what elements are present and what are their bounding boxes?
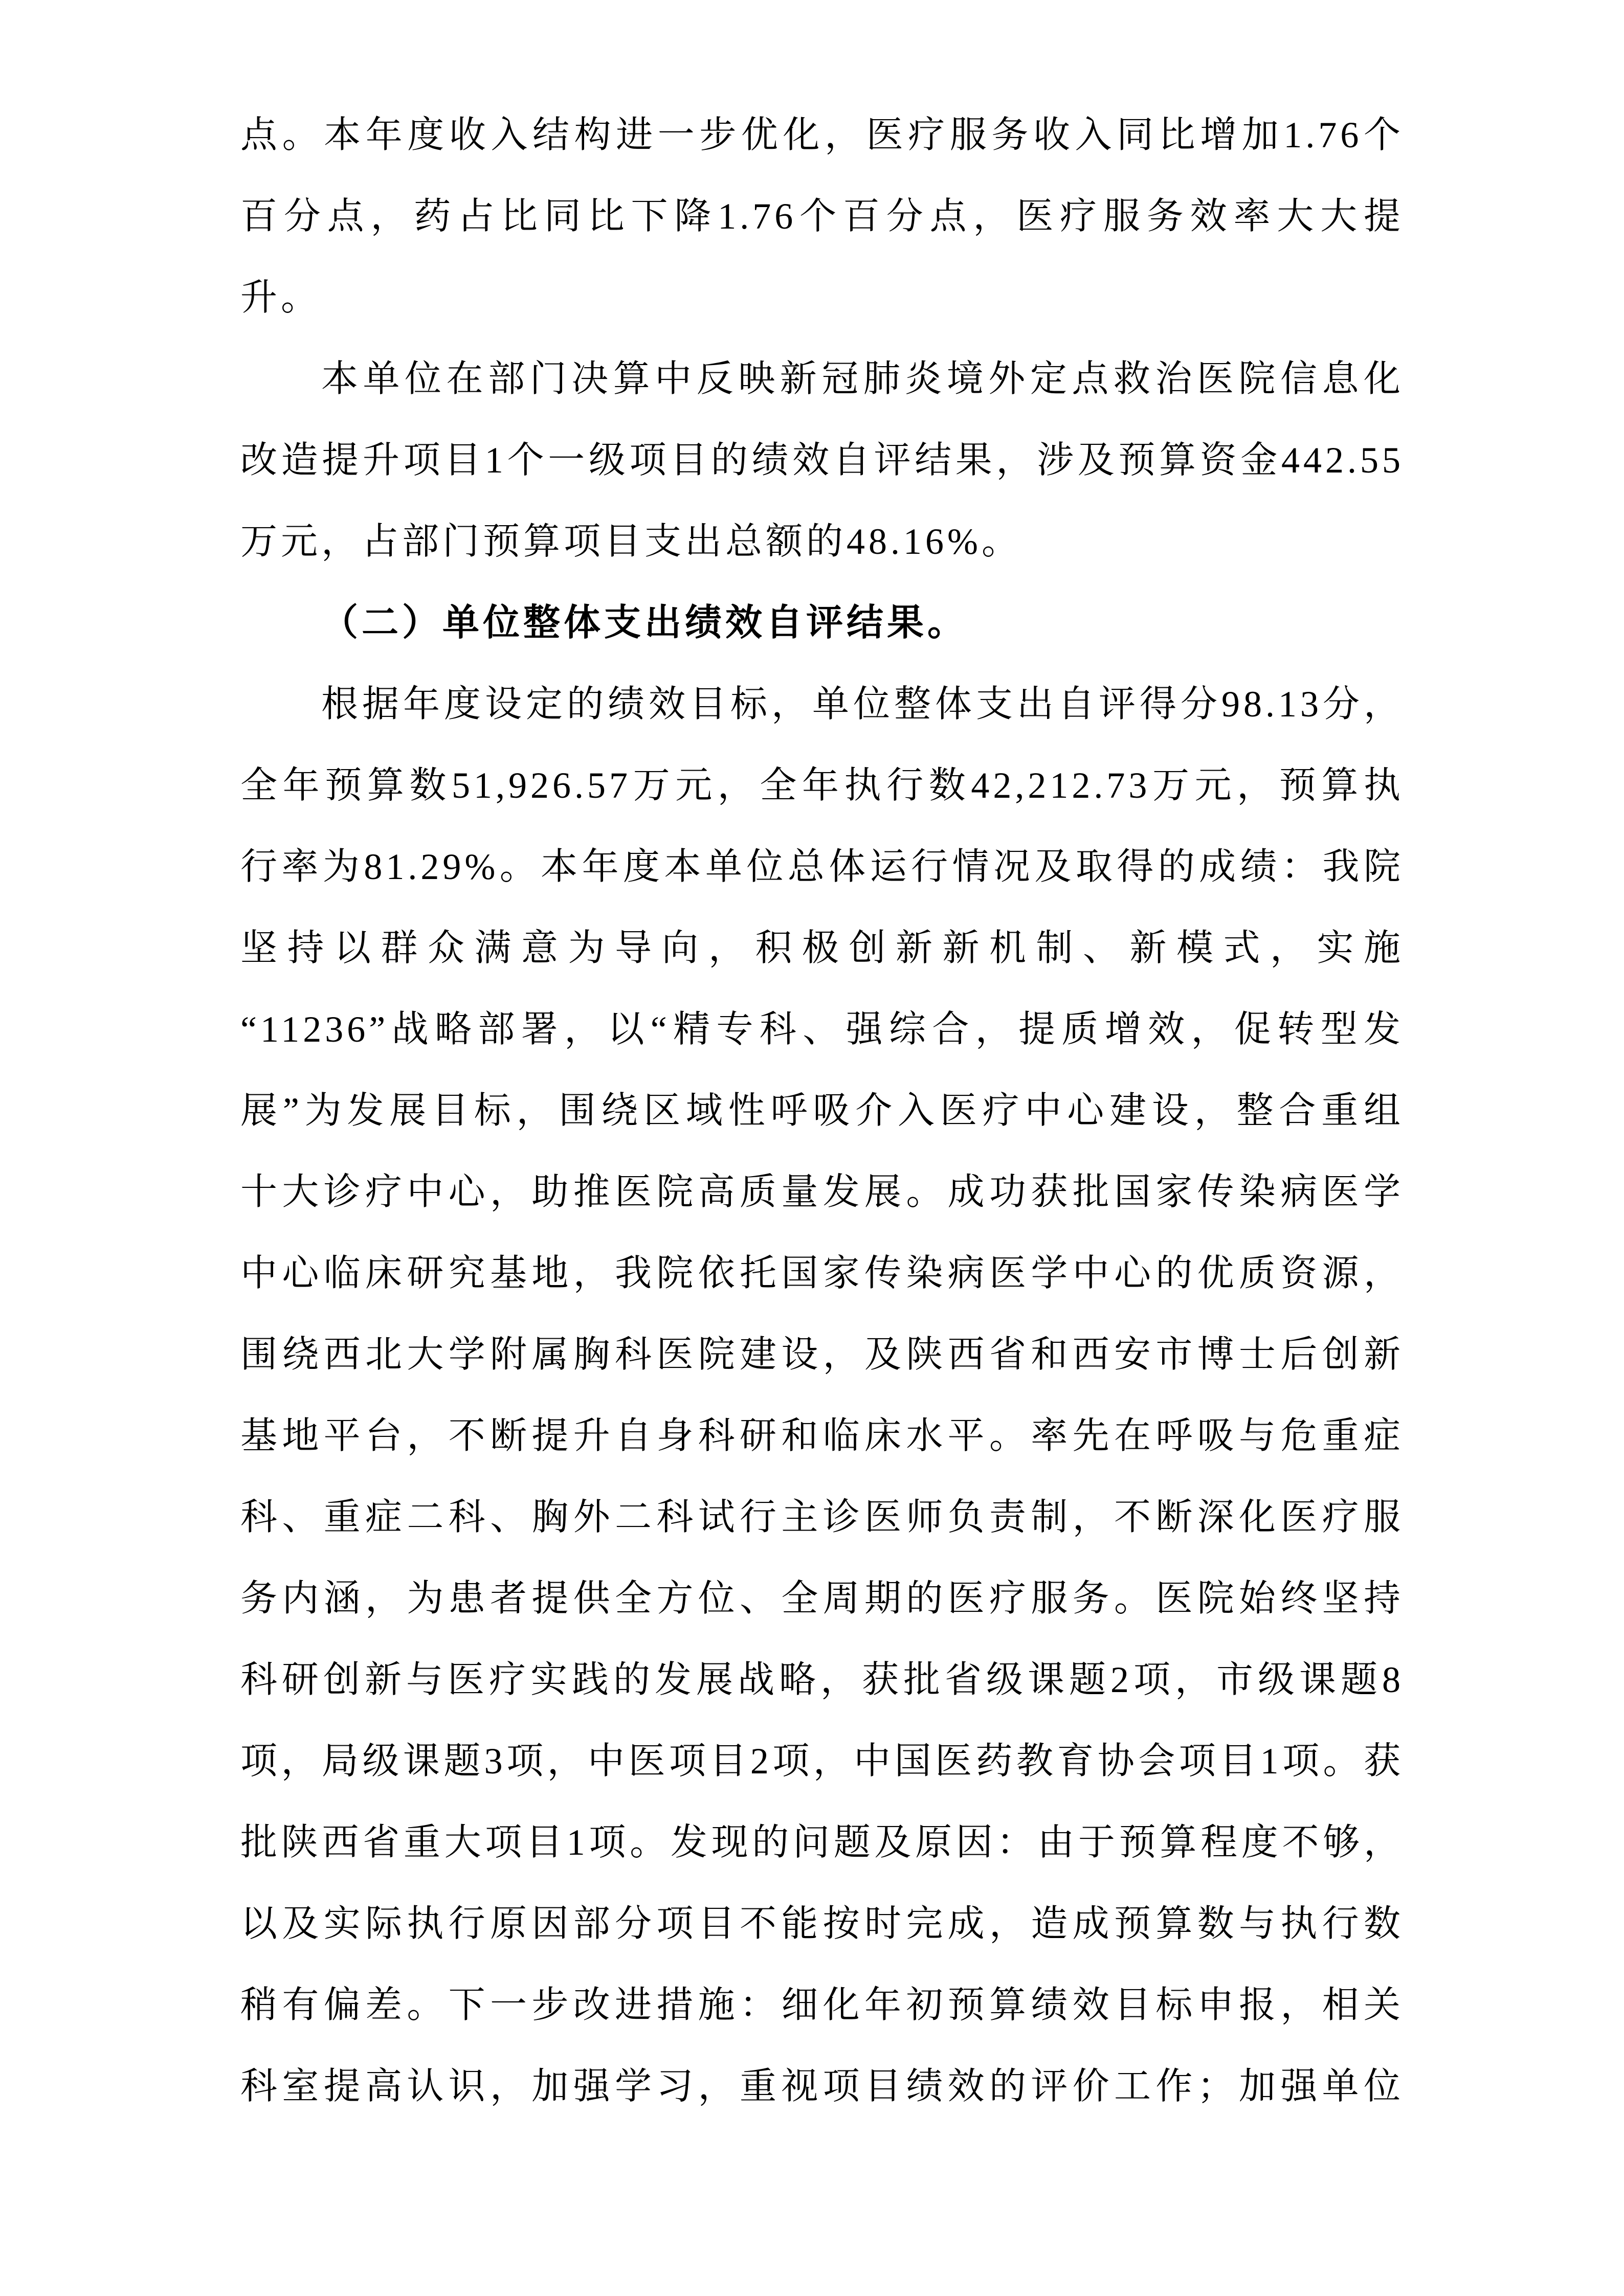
text-line: 科研创新与医疗实践的发展战略，获批省级课题2项，市级课题8 (240, 1659, 1404, 1700)
text-line: 改造提升项目1个一级项目的绩效自评结果，涉及预算资金442.55 (240, 440, 1404, 481)
text-line: 基地平台，不断提升自身科研和临床水平。率先在呼吸与危重症 (240, 1415, 1404, 1456)
text-line: 坚持以群众满意为导向，积极创新新机制、新模式，实施 (240, 928, 1404, 969)
text-line: 行率为81.29%。本年度本单位总体运行情况及取得的成绩：我院 (240, 846, 1404, 887)
text-line: 项，局级课题3项，中医项目2项，中国医药教育协会项目1项。获 (240, 1741, 1404, 1782)
text-line: 展”为发展目标，围绕区域性呼吸介入医疗中心建设，整合重组 (240, 1090, 1404, 1131)
text-line: 本单位在部门决算中反映新冠肺炎境外定点救治医院信息化 (321, 358, 1404, 399)
text-line: 升。 (240, 277, 322, 318)
section-heading (240, 582, 1404, 664)
text-line: 全年预算数51,926.57万元，全年执行数42,212.73万元，预算执 (240, 765, 1404, 806)
text-line: 批陕西省重大项目1项。发现的问题及原因：由于预算程度不够， (240, 1822, 1404, 1863)
text-line: 以及实际执行原因部分项目不能按时完成，造成预算数与执行数 (240, 1903, 1404, 1944)
text-line: 根据年度设定的绩效目标，单位整体支出自评得分98.13分， (321, 684, 1404, 725)
paragraph (240, 664, 1404, 2127)
text-line: 十大诊疗中心，助推医院高质量发展。成功获批国家传染病医学 (240, 1172, 1404, 1212)
paragraph (240, 95, 1404, 339)
text-line: 稍有偏差。下一步改进措施：细化年初预算绩效目标申报，相关 (240, 1985, 1404, 2025)
text-line: 百分点，药占比同比下降1.76个百分点，医疗服务效率大大提 (240, 196, 1404, 237)
text-line: 围绕西北大学附属胸科医院建设，及陕西省和西安市博士后创新 (240, 1334, 1404, 1375)
page-body (240, 95, 1404, 2127)
text-line: （二）单位整体支出绩效自评结果。 (321, 602, 968, 643)
text-line: “11236”战略部署，以“精专科、强综合，提质增效，促转型发 (240, 1009, 1404, 1050)
text-line: 科室提高认识，加强学习，重视项目绩效的评价工作；加强单位 (240, 2066, 1404, 2107)
text-line: 点。本年度收入结构进一步优化，医疗服务收入同比增加1.76个 (240, 115, 1404, 155)
text-line: 务内涵，为患者提供全方位、全周期的医疗服务。医院始终坚持 (240, 1578, 1404, 1619)
paragraph (240, 339, 1404, 582)
text-line: 中心临床研究基地，我院依托国家传染病医学中心的优质资源， (240, 1253, 1404, 1294)
text-line: 科、重症二科、胸外二科试行主诊医师负责制，不断深化医疗服 (240, 1497, 1404, 1538)
text-line: 万元，占部门预算项目支出总额的48.16%。 (240, 521, 1022, 562)
